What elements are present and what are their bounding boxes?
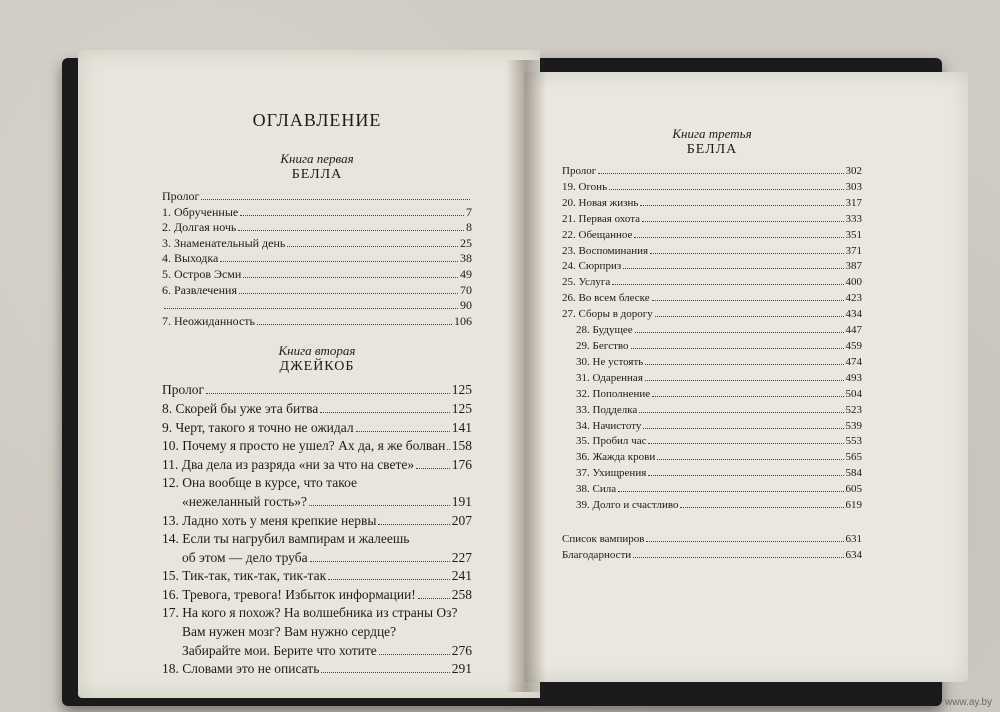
toc-entry-title: 34. Начистоту xyxy=(576,419,642,432)
book2-title: ДЖЕЙКОБ xyxy=(279,359,355,375)
book1-entries xyxy=(162,189,472,329)
toc-entry-page: 523 xyxy=(845,403,862,416)
watermark: www.ay.by xyxy=(944,697,992,708)
toc-leader-dots xyxy=(680,507,843,508)
toc-entry xyxy=(162,474,472,493)
toc-entry-title: 29. Бегство xyxy=(576,339,629,352)
toc-leader-dots xyxy=(598,173,843,174)
toc-entry-title: 8. Скорей бы уже эта битва xyxy=(162,400,319,416)
toc-entry-page: 619 xyxy=(845,499,862,512)
toc-entry-title: 35. Пробил час xyxy=(576,435,647,448)
toc-leader-dots xyxy=(379,654,450,655)
toc-leader-dots xyxy=(416,468,450,469)
toc-entry-page: 141 xyxy=(451,419,472,435)
toc-entry-page: 474 xyxy=(845,355,862,368)
toc-leader-dots xyxy=(633,557,843,558)
toc-entry-page: 158 xyxy=(451,438,472,454)
toc-entry-title: Пролог xyxy=(162,382,205,398)
toc-entry-title: Список вампиров xyxy=(562,532,645,545)
toc-entry-title: 16. Тревога, тревога! Избыток информации! xyxy=(162,586,416,602)
toc-leader-dots xyxy=(648,475,843,476)
toc-entry-page: 125 xyxy=(451,382,472,398)
toc-entry xyxy=(162,205,472,221)
toc-leader-dots xyxy=(655,316,844,317)
toc-entry xyxy=(562,339,862,355)
book3-extras xyxy=(562,532,862,564)
toc-entry-title: 37. Ухищрения xyxy=(576,467,647,480)
toc-leader-dots xyxy=(201,199,470,200)
toc-entry xyxy=(162,419,472,438)
toc-leader-dots xyxy=(243,277,458,278)
toc-entry-title: 36. Жажда крови xyxy=(576,451,656,464)
toc-leader-dots xyxy=(164,308,458,309)
toc-entry-page: 7 xyxy=(466,204,472,219)
toc-entry-page: 258 xyxy=(451,586,472,602)
toc-entry-title: 5. Остров Эсми xyxy=(162,266,242,281)
toc-entry-page: 605 xyxy=(845,483,862,496)
toc-entry-title: 21. Первая охота xyxy=(562,212,641,225)
toc-entry xyxy=(562,275,862,291)
toc-entry xyxy=(162,381,472,400)
toc-entry-page: 504 xyxy=(845,387,862,400)
toc-entry-title: 2. Долгая ночь xyxy=(162,220,237,235)
toc-entry xyxy=(562,259,862,275)
toc-entry xyxy=(562,212,862,228)
toc-entry-title: 33. Подделка xyxy=(576,403,638,416)
toc-entry-title: 1. Обрученные xyxy=(162,204,239,219)
toc-leader-dots xyxy=(220,261,458,262)
toc-entry-title: 20. Новая жизнь xyxy=(562,196,639,209)
toc-entry-page: 90 xyxy=(460,298,472,313)
toc-entry xyxy=(162,586,472,605)
toc-entry-title: об этом — дело труба xyxy=(182,549,308,565)
toc-entry-page: 539 xyxy=(845,419,862,432)
toc-entry-title: 28. Будущее xyxy=(576,324,633,337)
book3-title: БЕЛЛА xyxy=(686,142,738,157)
toc-entry-title: 19. Огонь xyxy=(562,180,608,193)
toc-entry-title: 27. Сборы в дорогу xyxy=(562,308,653,321)
toc-entry-page: 191 xyxy=(451,493,472,509)
toc-leader-dots xyxy=(328,579,450,580)
toc-leader-dots xyxy=(623,268,843,269)
toc-entry xyxy=(162,400,472,419)
toc-entry-title: 7. Неожиданность xyxy=(162,313,256,328)
toc-entry-page: 25 xyxy=(460,235,472,250)
toc-entry-title: 25. Услуга xyxy=(562,276,611,289)
toc-leader-dots xyxy=(206,393,450,394)
toc-entry xyxy=(562,466,862,482)
toc-entry xyxy=(162,437,472,456)
toc-entry-page: 302 xyxy=(845,165,862,177)
toc-entry xyxy=(562,196,862,212)
toc-entry-title: Благодарности xyxy=(562,548,632,561)
toc-leader-dots xyxy=(618,491,843,492)
toc-entry-title: Забирайте мои. Берите что хотите xyxy=(182,642,377,658)
toc-leader-dots xyxy=(321,672,449,673)
toc-entry-title: 39. Долго и счастливо xyxy=(576,499,679,512)
toc-entry-page: 317 xyxy=(845,196,862,209)
toc-entry-title: Пролог xyxy=(562,165,597,177)
book-spine-gutter xyxy=(506,60,546,692)
toc-entry-title: 11. Два дела из разряда «ни за что на свете» xyxy=(162,456,415,472)
toc-entry xyxy=(562,482,862,498)
toc-entry xyxy=(562,164,862,180)
toc-entry xyxy=(562,307,862,323)
toc-entry-title: 24. Сюрприз xyxy=(562,260,622,273)
toc-leader-dots xyxy=(639,412,843,413)
toc-leader-dots xyxy=(310,561,450,562)
right-page-toc xyxy=(562,126,862,564)
toc-entry xyxy=(562,371,862,387)
toc-entry-page: 459 xyxy=(845,339,862,352)
toc-leader-dots xyxy=(650,253,843,254)
toc-leader-dots xyxy=(320,412,449,413)
toc-entry-title: Вам нужен мозг? Вам нужно сердце? xyxy=(182,624,397,640)
toc-entry-title: Пролог xyxy=(162,189,200,203)
book3-entries xyxy=(562,164,862,514)
toc-leader-dots xyxy=(642,221,843,222)
toc-entry xyxy=(162,314,472,330)
toc-entry-page: 38 xyxy=(460,251,472,266)
toc-entry xyxy=(562,387,862,403)
toc-entry-page: 434 xyxy=(845,308,862,321)
book2-entries xyxy=(162,381,472,679)
toc-leader-dots xyxy=(634,237,843,238)
toc-entry-page: 493 xyxy=(845,371,862,384)
toc-entry-page: 553 xyxy=(845,435,862,448)
toc-entry-title: 3. Знаменательный день xyxy=(162,235,286,250)
toc-leader-dots xyxy=(257,324,452,325)
toc-entry-title: 26. Во всем блеске xyxy=(562,292,650,305)
toc-entry xyxy=(562,434,862,450)
toc-entry-title: 15. Тик-так, тик-так, тик-так xyxy=(162,568,327,584)
toc-entry-page: 276 xyxy=(451,642,472,658)
toc-entry xyxy=(562,548,862,564)
toc-entry xyxy=(162,267,472,283)
toc-entry xyxy=(162,236,472,252)
toc-entry xyxy=(562,419,862,435)
toc-entry xyxy=(162,493,472,512)
toc-entry-title: 18. Словами это не описать xyxy=(162,661,320,677)
toc-entry-title: 9. Черт, такого я точно не ожидал xyxy=(162,419,354,435)
toc-entry xyxy=(162,549,472,568)
toc-entry xyxy=(562,532,862,548)
toc-entry-title: 22. Обещанное xyxy=(562,228,633,241)
toc-entry-title: 17. На кого я похож? На волшебника из страны Оз? xyxy=(162,605,458,621)
toc-entry xyxy=(162,530,472,549)
toc-entry-page: 106 xyxy=(454,313,472,328)
toc-leader-dots xyxy=(645,380,844,381)
toc-entry-title: 10. Почему я просто не ушел? Ах да, я же болван xyxy=(162,438,446,454)
toc-leader-dots xyxy=(447,449,449,450)
toc-entry-title: 12. Она вообще в курсе, что такое xyxy=(162,475,357,491)
toc-entry-page: 241 xyxy=(451,568,472,584)
toc-leader-dots xyxy=(648,443,843,444)
toc-leader-dots xyxy=(378,524,449,525)
toc-entry-page: 291 xyxy=(451,661,472,677)
toc-entry xyxy=(162,660,472,679)
toc-entry xyxy=(562,403,862,419)
toc-entry xyxy=(162,220,472,236)
toc-entry xyxy=(562,180,862,196)
toc-entry-page: 125 xyxy=(451,400,472,416)
toc-entry xyxy=(162,567,472,586)
toc-entry-page: 565 xyxy=(845,451,862,464)
toc-entry-page: 400 xyxy=(845,276,862,289)
toc-entry-page: 176 xyxy=(451,456,472,472)
toc-leader-dots xyxy=(652,396,843,397)
toc-entry xyxy=(162,604,472,623)
toc-entry-page: 584 xyxy=(845,467,862,480)
toc-entry xyxy=(162,298,472,314)
toc-leader-dots xyxy=(240,215,464,216)
toc-entry xyxy=(562,498,862,514)
toc-entry-title: 32. Пополнение xyxy=(576,387,651,400)
toc-entry xyxy=(562,323,862,339)
toc-entry-title: 4. Выходка xyxy=(162,251,219,266)
toc-entry-page: 371 xyxy=(845,244,862,257)
toc-entry-page: 631 xyxy=(845,532,862,545)
toc-entry xyxy=(162,512,472,531)
book2-label: Книга вторая xyxy=(278,343,356,359)
toc-leader-dots xyxy=(657,459,843,460)
toc-entry xyxy=(162,189,472,205)
toc-entry-page: 49 xyxy=(460,266,472,281)
toc-entry-page: 351 xyxy=(845,228,862,241)
toc-leader-dots xyxy=(635,332,844,333)
toc-entry-title: 13. Ладно хоть у меня крепкие нервы xyxy=(162,512,377,528)
toc-entry-page: 333 xyxy=(845,212,862,225)
toc-entry-page: 634 xyxy=(845,548,862,561)
toc-entry-page: 387 xyxy=(845,260,862,273)
toc-leader-dots xyxy=(238,230,464,231)
book1-label: Книга первая xyxy=(280,151,354,166)
toc-entry-page: 227 xyxy=(451,549,472,565)
toc-entry-page: 447 xyxy=(845,324,862,337)
toc-entry-title: 6. Развлечения xyxy=(162,282,237,297)
toc-entry xyxy=(562,450,862,466)
toc-leader-dots xyxy=(418,598,450,599)
book1-title: БЕЛЛА xyxy=(291,167,343,182)
toc-entry xyxy=(162,623,472,642)
toc-leader-dots xyxy=(643,428,843,429)
toc-leader-dots xyxy=(640,205,843,206)
toc-leader-dots xyxy=(631,348,844,349)
toc-entry xyxy=(162,283,472,299)
toc-entry xyxy=(562,244,862,260)
toc-entry-page: 303 xyxy=(845,180,862,193)
toc-leader-dots xyxy=(646,541,843,542)
toc-entry xyxy=(562,228,862,244)
toc-entry-title: «нежеланный гость»? xyxy=(182,493,308,509)
toc-leader-dots xyxy=(309,505,450,506)
toc-entry xyxy=(562,291,862,307)
toc-leader-dots xyxy=(609,189,843,190)
book3-label: Книга третья xyxy=(672,126,752,141)
toc-leader-dots xyxy=(239,293,458,294)
toc-heading: ОГЛАВЛЕНИЕ xyxy=(252,110,382,130)
toc-entry xyxy=(162,642,472,661)
toc-leader-dots xyxy=(652,300,844,301)
toc-entry-title: 31. Одаренная xyxy=(576,371,643,384)
toc-entry-page: 8 xyxy=(466,220,472,235)
toc-entry xyxy=(162,251,472,267)
toc-entry-page: 423 xyxy=(845,292,862,305)
toc-leader-dots xyxy=(612,284,843,285)
toc-entry-title: 23. Воспоминания xyxy=(562,244,649,257)
toc-entry-title: 38. Сила xyxy=(576,483,617,496)
left-page-toc xyxy=(162,110,472,679)
toc-leader-dots xyxy=(645,364,843,365)
toc-entry xyxy=(562,355,862,371)
toc-leader-dots xyxy=(356,431,450,432)
toc-entry-title: 14. Если ты нагрубил вампирам и жалеешь xyxy=(162,531,410,547)
toc-entry-page: 207 xyxy=(451,512,472,528)
toc-leader-dots xyxy=(287,246,458,247)
toc-entry-page: 70 xyxy=(460,282,472,297)
toc-entry-title: 30. Не устоять xyxy=(576,355,644,368)
toc-entry xyxy=(162,456,472,475)
